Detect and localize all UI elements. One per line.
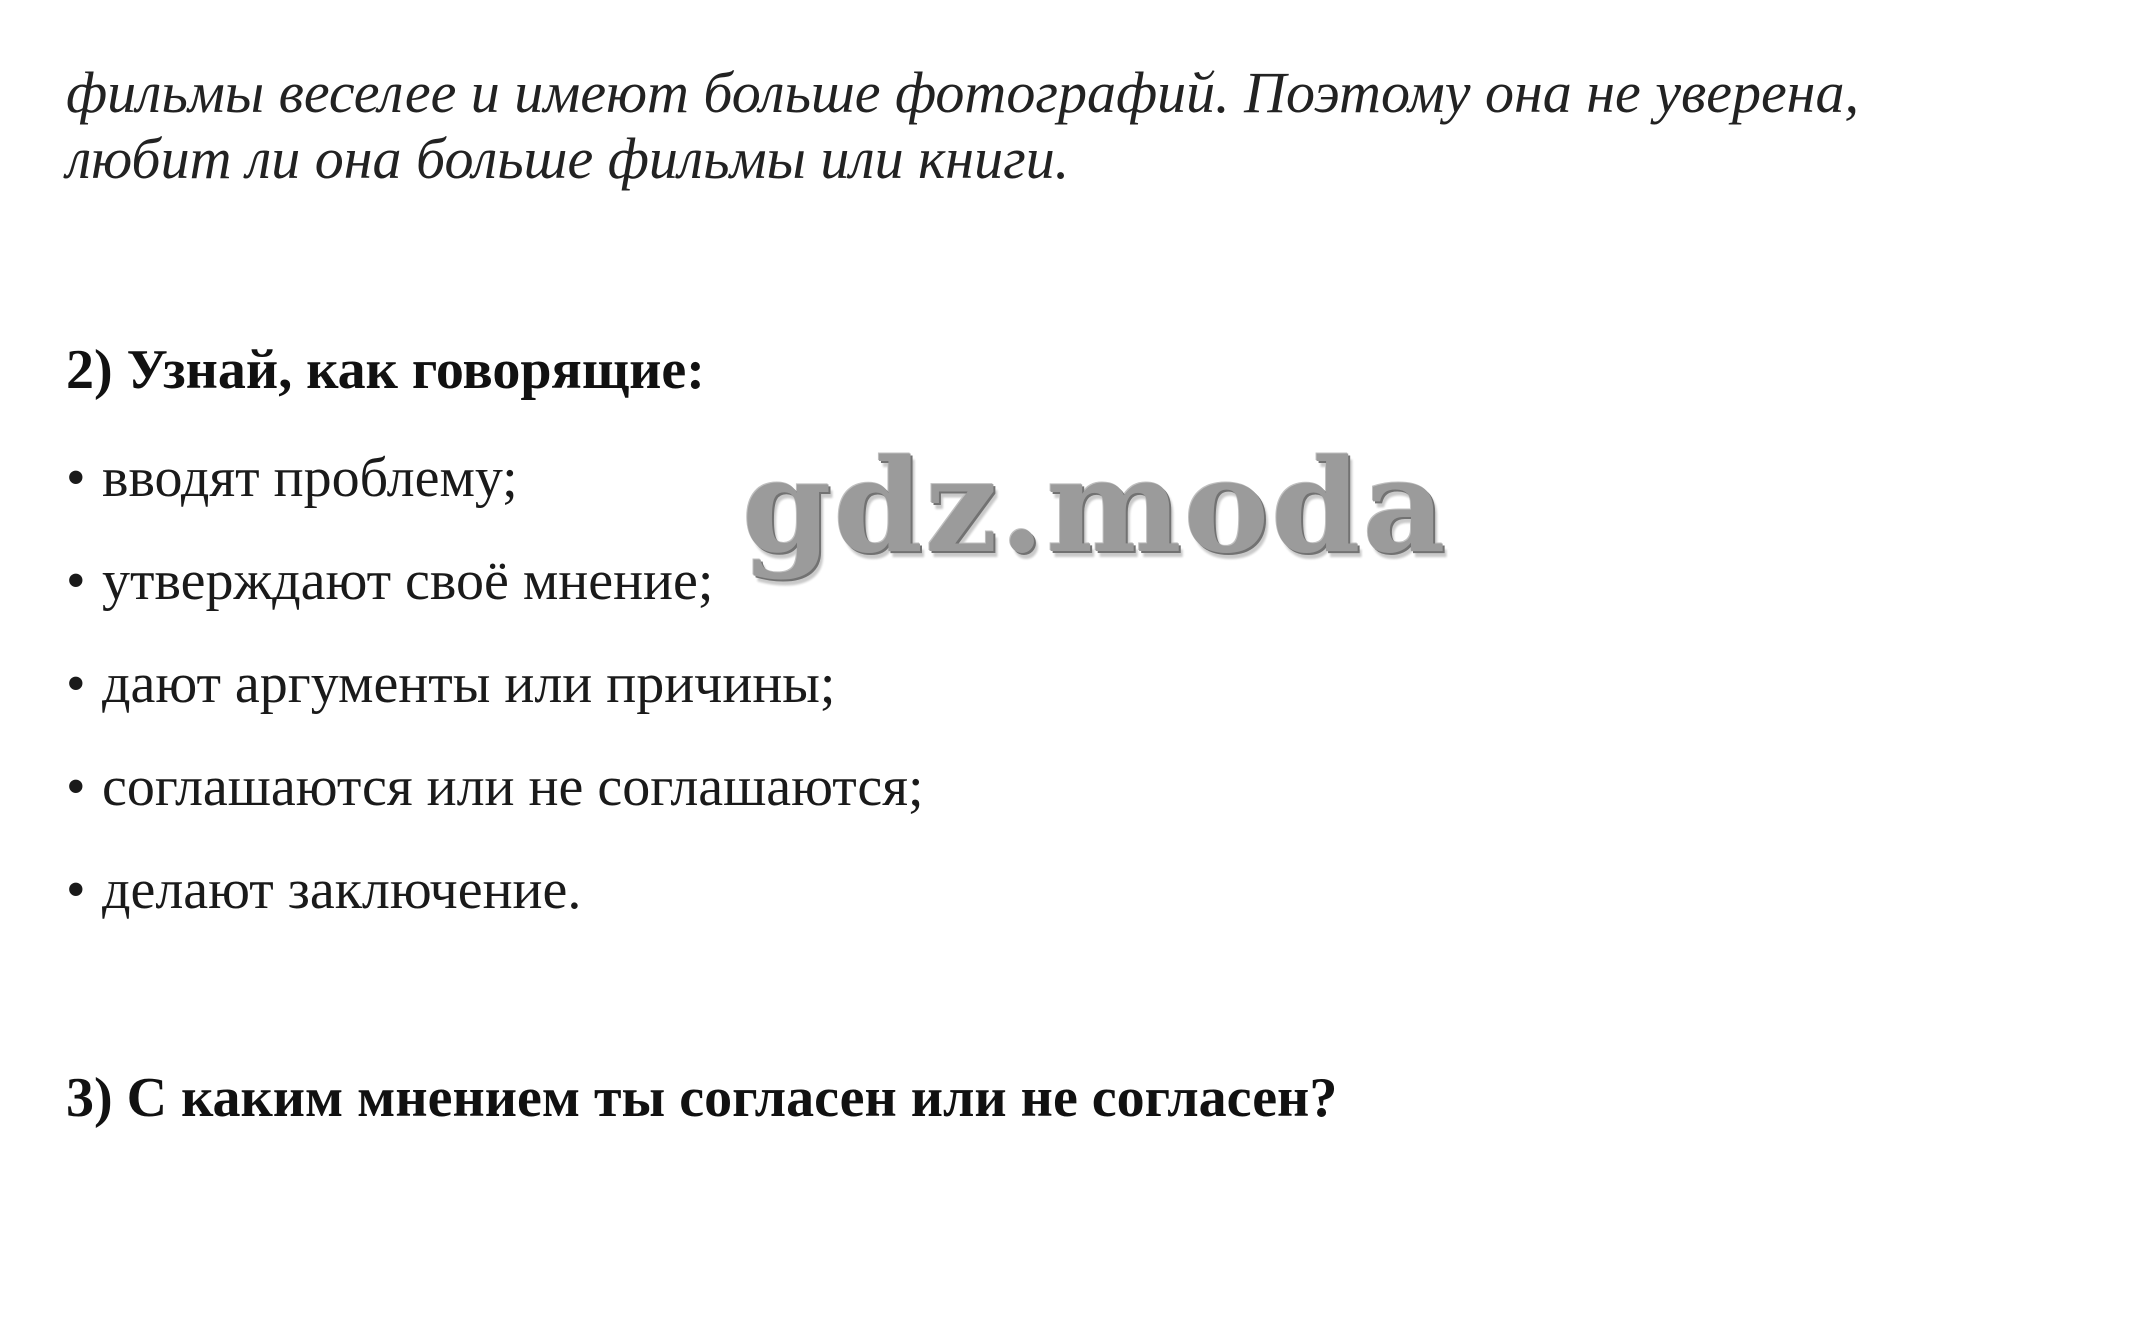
bullet-icon: •: [66, 756, 86, 818]
bullet-icon: •: [66, 550, 86, 612]
list-item-text: дают аргументы или причины;: [102, 653, 836, 715]
intro-paragraph: [66, 60, 1966, 192]
list-item-text: вводят проблему;: [102, 447, 518, 509]
bullet-icon: •: [66, 859, 86, 921]
intro-line-1: фильмы веселее и имеют больше фотографий. Поэтому она не уверена,: [66, 60, 1859, 125]
bullet-icon: •: [66, 653, 86, 715]
section-2-heading: 2) Узнай, как говорящие:: [66, 339, 705, 401]
watermark-logo: gdz.moda: [742, 432, 1448, 582]
list-item-text: делают заключение.: [102, 859, 582, 921]
bullet-icon: •: [66, 447, 86, 509]
list-item: [66, 652, 924, 716]
list-item: [66, 858, 924, 922]
list-item-text: соглашаются или не соглашаются;: [102, 756, 924, 818]
section-3-heading: 3) С каким мнением ты согласен или не согласен?: [66, 1067, 1338, 1129]
list-item-text: утверждают своё мнение;: [102, 550, 714, 612]
intro-line-2: любит ли она больше фильмы или книги.: [66, 126, 1070, 191]
list-item: [66, 755, 924, 819]
